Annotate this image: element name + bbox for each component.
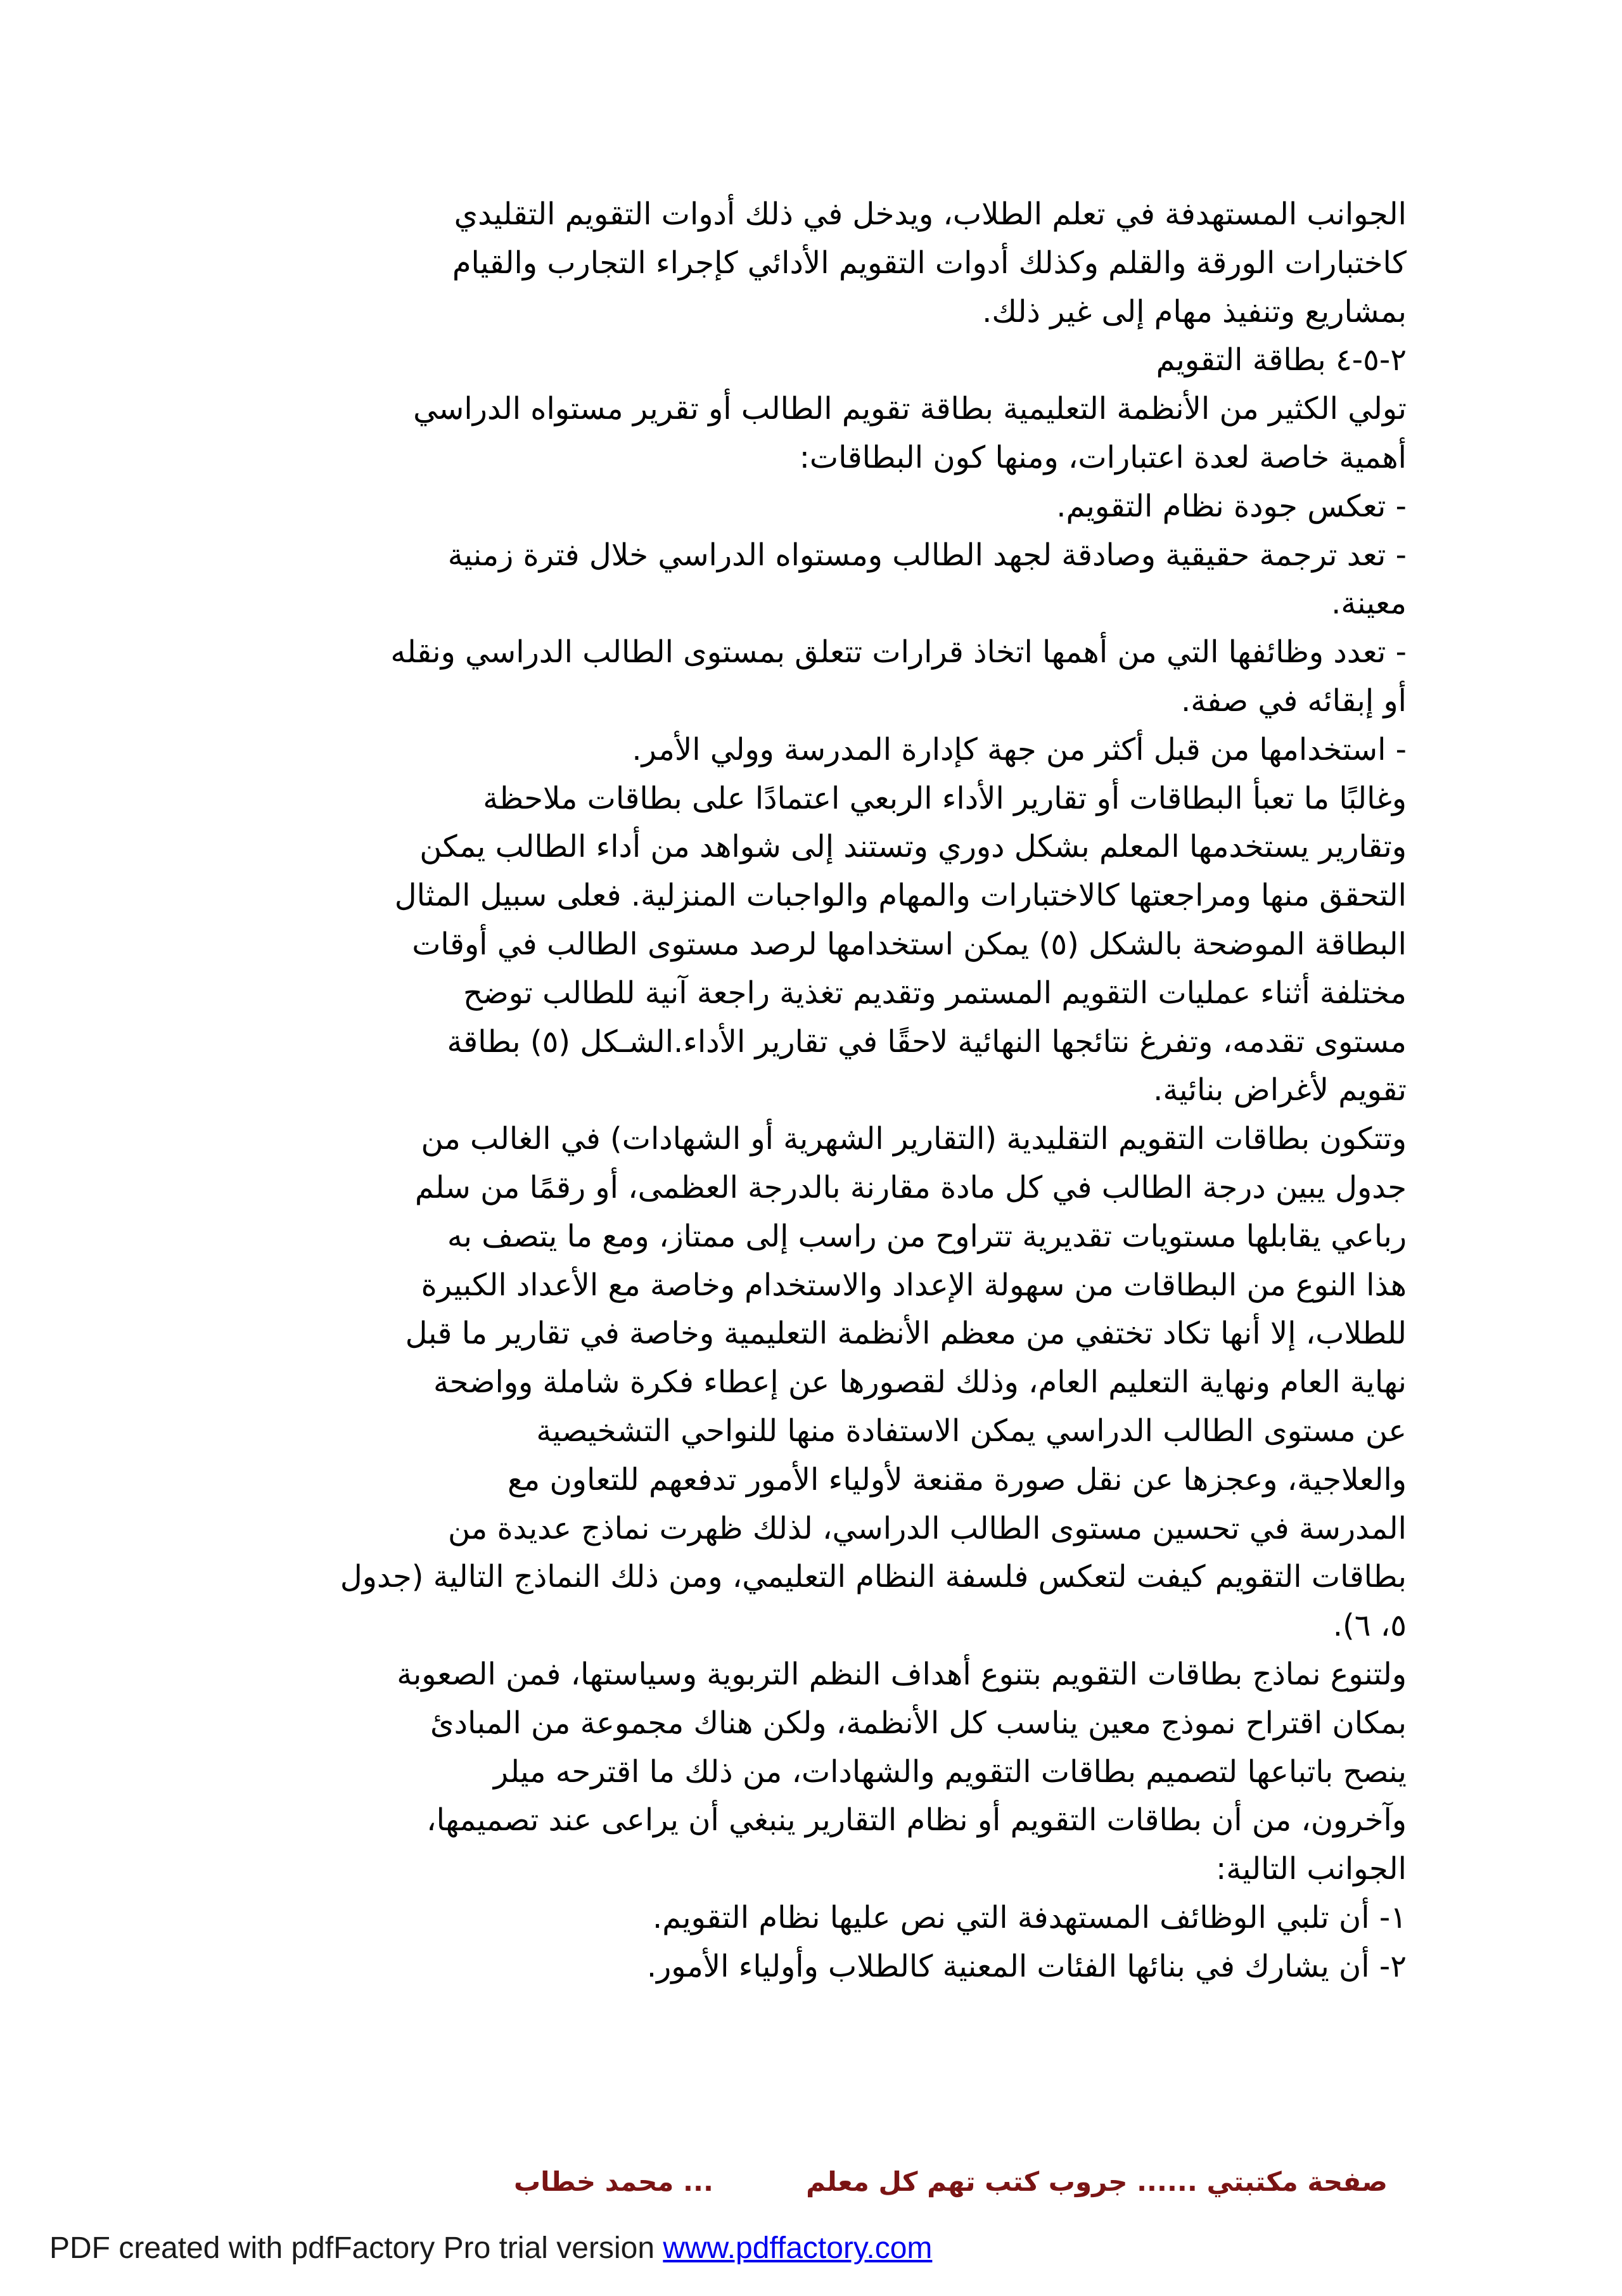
pdf-banner <box>49 2229 932 2267</box>
body-line: عن مستوى الطالب الدراسي يمكن الاستفادة منها للنواحي التشخيصية <box>536 1413 1407 1449</box>
body-line: بمشاريع وتنفيذ مهام إلى غير ذلك. <box>982 293 1407 330</box>
body-line: الجوانب التالية: <box>1216 1851 1407 1887</box>
body-line: تولي الكثير من الأنظمة التعليمية بطاقة تقويم الطالب أو تقرير مستواه الدراسي <box>413 391 1407 427</box>
list-item: - تعدد وظائفها التي من أهمها اتخاذ قرارات تتعلق بمستوى الطالب الدراسي ونقله <box>390 634 1407 670</box>
section-heading: ٢-٥-٤ بطاقة التقويم <box>1156 342 1407 378</box>
body-line: كاختبارات الورقة والقلم وكذلك أدوات التقويم الأدائي كإجراء التجارب والقيام <box>452 245 1407 281</box>
list-item: ١- أن تلبي الوظائف المستهدفة التي نص عليها نظام التقويم. <box>653 1899 1407 1935</box>
body-line: المدرسة في تحسين مستوى الطالب الدراسي، لذلك ظهرت نماذج عديدة من <box>447 1510 1407 1546</box>
list-item: ٢- أن يشارك في بنائها الفئات المعنية كالطلاب وأولياء الأمور. <box>646 1948 1407 1984</box>
body-line: ينصح باتباعها لتصميم بطاقات التقويم والشهادات، من ذلك ما اقترحه ميلر <box>493 1754 1407 1790</box>
body-line: هذا النوع من البطاقات من سهولة الإعداد والاستخدام وخاصة مع الأعداد الكبيرة <box>421 1267 1407 1303</box>
footer-credit: صفحة مكتبتي ...... جروب كتب تهم كل معلم ... محمد خطاب <box>513 2166 1388 2197</box>
body-line: وتقارير يستخدمها المعلم بشكل دوري وتستند إلى شواهد من أداء الطالب يمكن <box>419 829 1407 865</box>
body-line: التحقق منها ومراجعتها كالاختبارات والمهام والواجبات المنزلية. فعلى سبيل المثال <box>394 878 1407 914</box>
body-line: وتتكون بطاقات التقويم التقليدية (التقارير الشهرية أو الشهادات) في الغالب من <box>421 1121 1407 1157</box>
body-line: للطلاب، إلا أنها تكاد تختفي من معظم الأنظمة التعليمية وخاصة في تقارير ما قبل <box>405 1316 1407 1352</box>
body-line: ٥، ٦). <box>1332 1608 1407 1644</box>
body-line: والعلاجية، وعجزها عن نقل صورة مقنعة لأولياء الأمور تدفعهم للتعاون مع <box>508 1461 1407 1498</box>
body-line: نهاية العام ونهاية التعليم العام، وذلك لقصورها عن إعطاء فكرة شاملة وواضحة <box>433 1364 1407 1401</box>
list-item-continuation: أو إبقائه في صفة. <box>1181 683 1407 719</box>
body-line: وغالبًا ما تعبأ البطاقات أو تقارير الأداء الربعي اعتمادًا على بطاقات ملاحظة <box>483 780 1407 816</box>
list-item: - تعكس جودة نظام التقويم. <box>1056 488 1407 524</box>
body-line: أهمية خاصة لعدة اعتبارات، ومنها كون البطاقات: <box>799 439 1407 475</box>
body-line: وآخرون، من أن بطاقات التقويم أو نظام التقارير ينبغي أن يراعى عند تصميمها، <box>426 1802 1407 1838</box>
body-line: ولتنوع نماذج بطاقات التقويم بتنوع أهداف النظم التربوية وسياستها، فمن الصعوبة <box>397 1656 1407 1692</box>
document-body <box>241 190 1407 1991</box>
body-line: الجوانب المستهدفة في تعلم الطلاب، ويدخل في ذلك أدوات التقويم التقليدي <box>454 196 1407 232</box>
body-line: جدول يبين درجة الطالب في كل مادة مقارنة بالدرجة العظمى، أو رقمًا من سلم <box>414 1169 1407 1205</box>
list-item: - استخدامها من قبل أكثر من جهة كإدارة المدرسة وولي الأمر. <box>632 731 1407 767</box>
body-line: مختلفة أثناء عمليات التقويم المستمر وتقديم تغذية راجعة آنية للطالب توضح <box>463 975 1407 1011</box>
pdffactory-link[interactable]: www.pdffactory.com <box>663 2231 933 2265</box>
body-line: البطاقة الموضحة بالشكل (٥) يمكن استخدامها لرصد مستوى الطالب في أوقات <box>412 926 1407 962</box>
pdf-banner-text: PDF created with pdfFactory Pro trial version <box>49 2231 663 2265</box>
body-line: مستوى تقدمه، وتفرغ نتائجها النهائية لاحقًا في تقارير الأداء.الشـكل (٥) بطاقة <box>447 1023 1407 1060</box>
list-item: - تعد ترجمة حقيقية وصادقة لجهد الطالب ومستواه الدراسي خلال فترة زمنية <box>447 537 1407 573</box>
body-line: بطاقات التقويم كيفت لتعكس فلسفة النظام التعليمي، ومن ذلك النماذج التالية (جدول <box>340 1559 1407 1595</box>
body-line: تقويم لأغراض بنائية. <box>1153 1072 1407 1108</box>
body-line: بمكان اقتراح نموذج معين يناسب كل الأنظمة، ولكن هناك مجموعة من المبادئ <box>430 1705 1407 1741</box>
body-line: رباعي يقابلها مستويات تقديرية تتراوح من راسب إلى ممتاز، ومع ما يتصف به <box>447 1218 1407 1254</box>
list-item-continuation: معينة. <box>1331 586 1407 622</box>
